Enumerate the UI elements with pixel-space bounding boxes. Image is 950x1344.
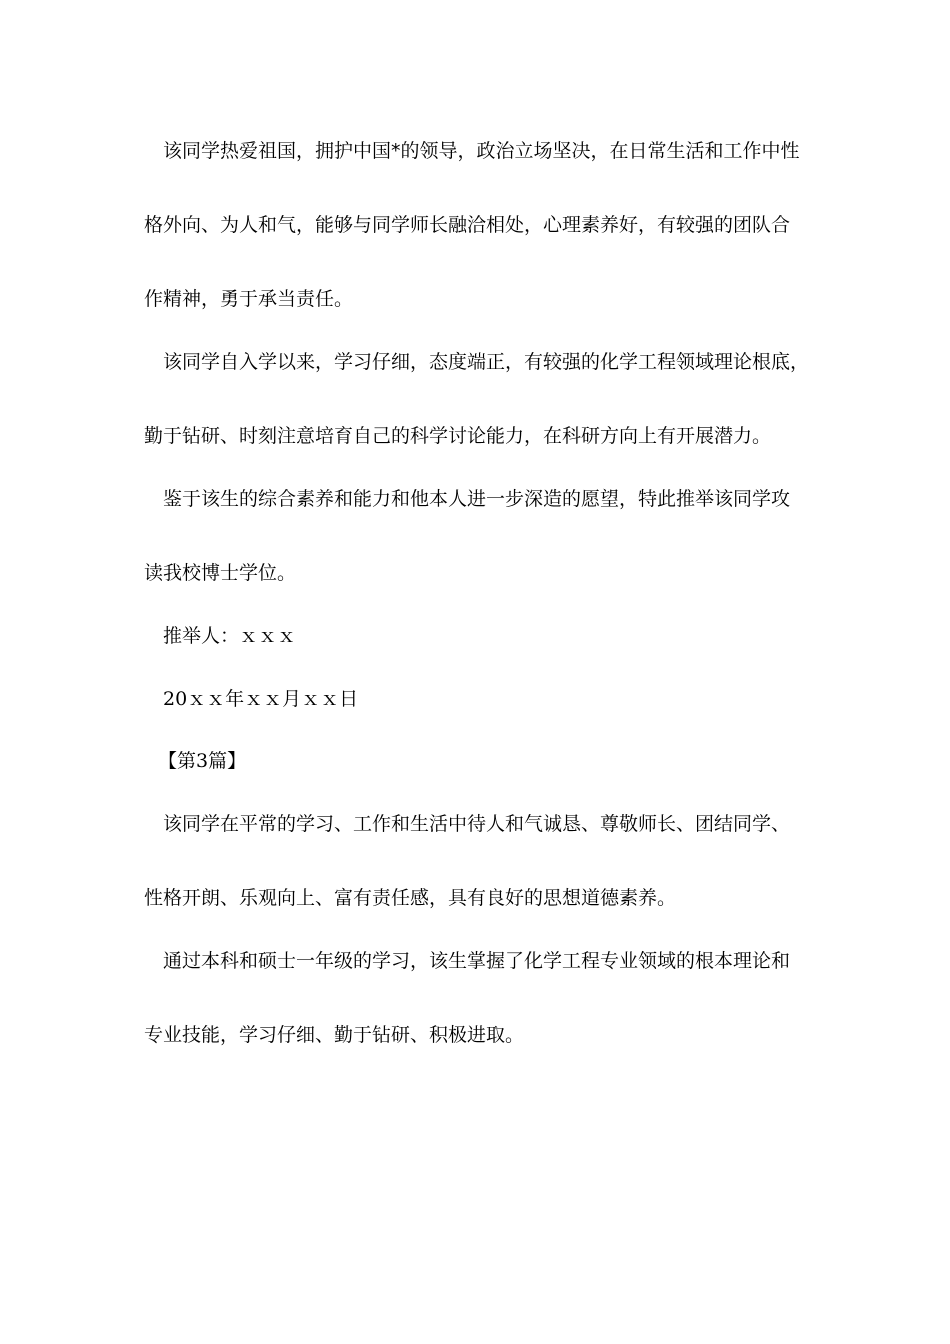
paragraph-1-line-1: 该同学热爱祖国，拥护中国*的领导，政治立场坚决，在日常生活和工作中性	[163, 140, 800, 162]
signature-date: 20ｘｘ年ｘｘ月ｘｘ日	[163, 688, 359, 710]
paragraph-5-line-1: 通过本科和硕士一年级的学习，该生掌握了化学工程专业领域的根本理论和	[163, 950, 791, 972]
paragraph-5-line-2: 专业技能，学习仔细、勤于钻研、积极进取。	[144, 1024, 525, 1046]
paragraph-1-line-2: 格外向、为人和气，能够与同学师长融洽相处，心理素养好，有较强的团队合	[144, 214, 791, 236]
paragraph-3-line-1: 鉴于该生的综合素养和能力和他本人进一步深造的愿望，特此推举该同学攻	[163, 488, 791, 510]
paragraph-1-line-3: 作精神，勇于承当责任。	[144, 288, 354, 310]
paragraph-3-line-2: 读我校博士学位。	[144, 562, 297, 584]
section-heading: 【第3篇】	[158, 750, 247, 772]
recommender-signature: 推举人：ｘｘｘ	[163, 625, 297, 647]
paragraph-4-line-2: 性格开朗、乐观向上、富有责任感，具有良好的思想道德素养。	[144, 887, 677, 909]
paragraph-2-line-2: 勤于钻研、时刻注意培育自己的科学讨论能力，在科研方向上有开展潜力。	[144, 425, 772, 447]
paragraph-4-line-1: 该同学在平常的学习、工作和生活中待人和气诚恳、尊敬师长、团结同学、	[163, 813, 791, 835]
paragraph-2-line-1: 该同学自入学以来，学习仔细，态度端正，有较强的化学工程领域理论根底，	[163, 351, 810, 373]
